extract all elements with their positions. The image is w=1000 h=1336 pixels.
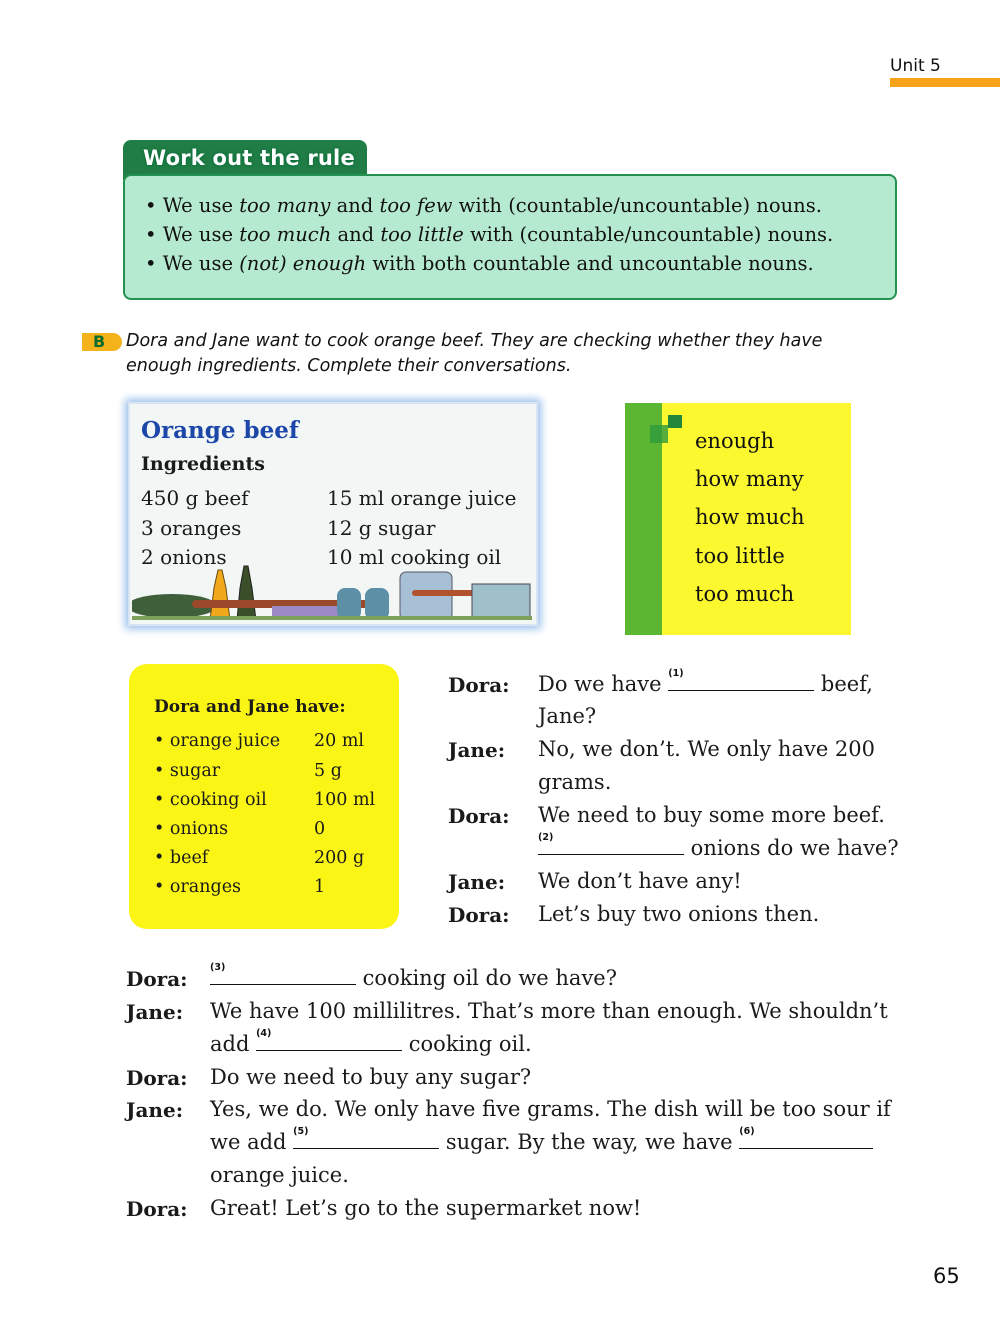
speaker: Jane: — [448, 738, 506, 762]
inventory-item: • sugar — [154, 761, 221, 781]
unit-accent-bar — [890, 78, 1000, 87]
speaker: Dora: — [448, 903, 510, 927]
ingredient: 15 ml orange juice — [327, 486, 517, 510]
exercise-letter: B — [93, 332, 106, 351]
inventory-item: • orange juice — [154, 731, 281, 751]
inventory-amount: 1 — [314, 877, 326, 897]
answer-blank-5[interactable]: (5) — [293, 1132, 439, 1149]
dialogue-line: Jane? — [538, 704, 597, 728]
word-option: too much — [695, 582, 795, 606]
instruction-line: Dora and Jane want to cook orange beef. They are checking whether they have — [126, 331, 823, 351]
dialogue-line: (2) onions do we have? — [538, 832, 899, 860]
decorative-square — [668, 415, 682, 428]
ingredient: 3 oranges — [141, 516, 242, 540]
word-option: how many — [695, 467, 804, 491]
inventory-title: Dora and Jane have: — [154, 697, 346, 717]
word-option: too little — [695, 544, 785, 568]
speaker: Dora: — [126, 1066, 188, 1090]
speaker: Jane: — [448, 870, 506, 894]
speaker: Dora: — [126, 967, 188, 991]
ingredient: 2 onions — [141, 545, 227, 569]
answer-blank-2[interactable]: (2) — [538, 838, 684, 855]
instruction-line: enough ingredients. Complete their conversations. — [126, 356, 572, 376]
dialogue-line: We have 100 millilitres. That’s more than enough. We shouldn’t — [210, 999, 888, 1023]
unit-label: Unit 5 — [890, 56, 941, 76]
rule-box-title: Work out the rule — [143, 146, 355, 170]
answer-blank-3[interactable]: (3) — [210, 968, 356, 985]
dialogue-line: add (4) cooking oil. — [210, 1028, 532, 1056]
ingredient: 12 g sugar — [327, 516, 436, 540]
answer-blank-1[interactable]: (1) — [668, 674, 814, 691]
dialogue-line: We need to buy some more beef. — [538, 803, 885, 827]
dialogue-line: Yes, we do. We only have five grams. The dish will be too sour if — [210, 1097, 891, 1121]
inventory-amount: 200 g — [314, 848, 365, 868]
dialogue-line: No, we don’t. We only have 200 — [538, 737, 876, 761]
inventory-amount: 5 g — [314, 761, 342, 781]
speaker: Jane: — [126, 1098, 184, 1122]
inventory-amount: 20 ml — [314, 731, 365, 751]
dialogue-line: Do we need to buy any sugar? — [210, 1065, 532, 1089]
word-option: enough — [695, 429, 775, 453]
inventory-item: • onions — [154, 819, 229, 839]
dialogue-line: We don’t have any! — [538, 869, 742, 893]
dialogue-line: (3) cooking oil do we have? — [210, 962, 617, 990]
kitchen-illustration — [132, 560, 532, 620]
decorative-square — [650, 425, 668, 443]
inventory-amount: 0 — [314, 819, 326, 839]
inventory-item: • oranges — [154, 877, 242, 897]
page-number: 65 — [933, 1264, 960, 1288]
rule-line: • We use (not) enough with both countable and uncountable nouns. — [145, 252, 814, 275]
answer-blank-4[interactable]: (4) — [256, 1034, 402, 1051]
rule-line: • We use too many and too few with (countable/uncountable) nouns. — [145, 194, 822, 217]
inventory-amount: 100 ml — [314, 790, 376, 810]
ingredient: 450 g beef — [141, 486, 249, 510]
speaker: Dora: — [126, 1197, 188, 1221]
answer-blank-6[interactable]: (6) — [739, 1132, 873, 1149]
recipe-title: Orange beef — [141, 417, 299, 444]
inventory-item: • beef — [154, 848, 209, 868]
dialogue-line: orange juice. — [210, 1163, 349, 1187]
inventory-item: • cooking oil — [154, 790, 267, 810]
recipe-subtitle: Ingredients — [141, 453, 265, 475]
speaker: Dora: — [448, 673, 510, 697]
rule-line: • We use too much and too little with (countable/uncountable) nouns. — [145, 223, 834, 246]
dialogue-line: Do we have (1) beef, — [538, 668, 873, 696]
word-option: how much — [695, 505, 805, 529]
dialogue-line: grams. — [538, 770, 612, 794]
dialogue-line: Let’s buy two onions then. — [538, 902, 820, 926]
ingredient: 10 ml cooking oil — [327, 545, 502, 569]
dialogue-line: we add (5) sugar. By the way, we have (6) — [210, 1130, 873, 1154]
speaker: Jane: — [126, 1000, 184, 1024]
dialogue-line: Great! Let’s go to the supermarket now! — [210, 1196, 642, 1220]
speaker: Dora: — [448, 804, 510, 828]
